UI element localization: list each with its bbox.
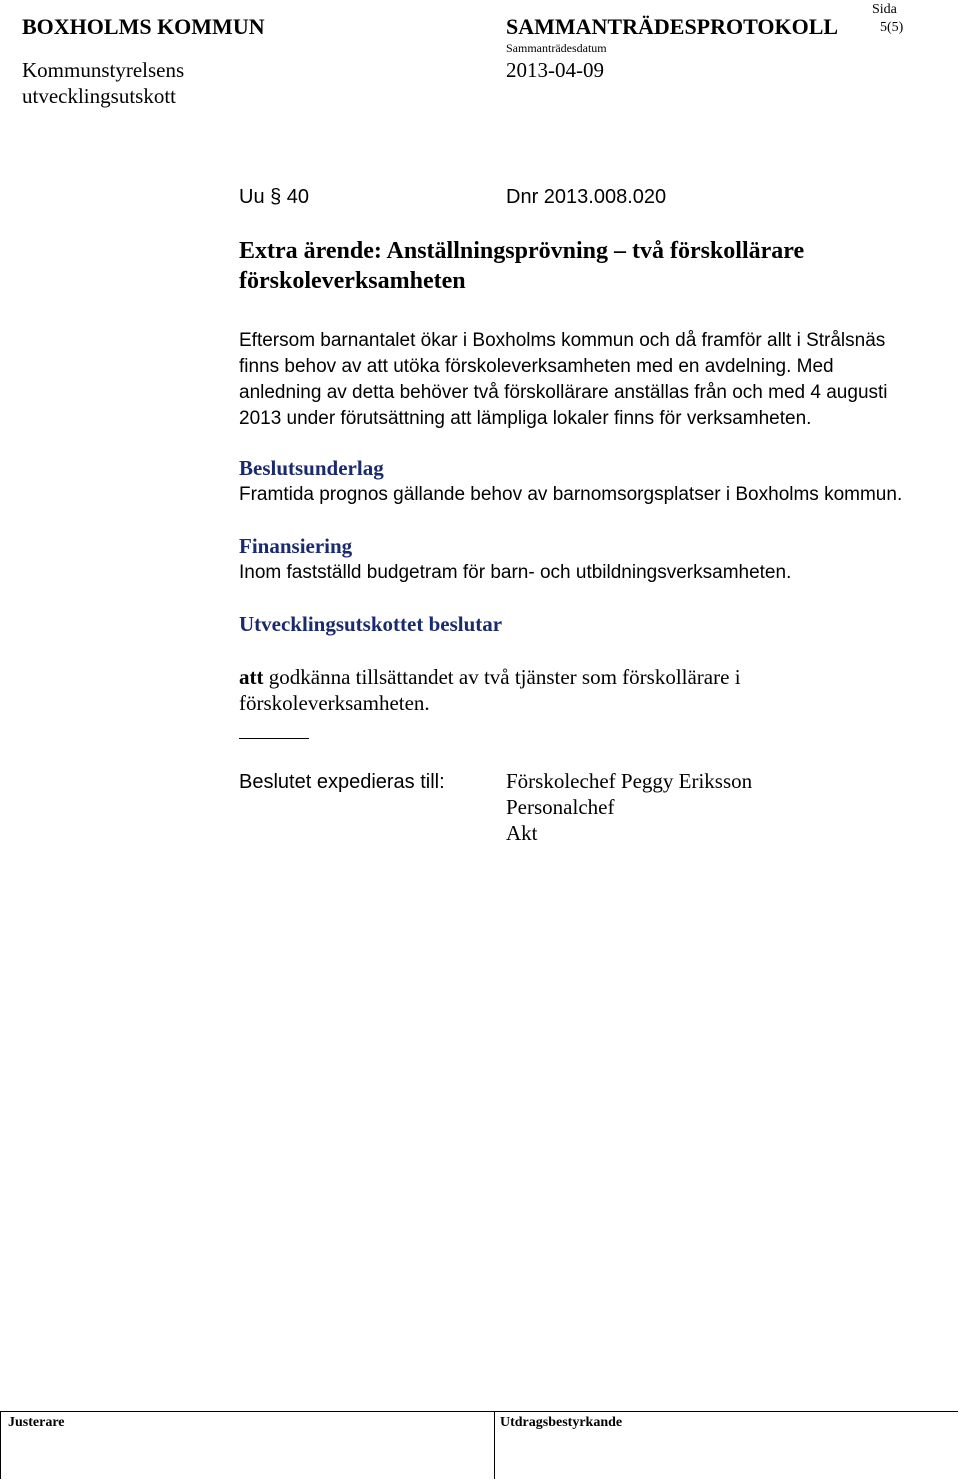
item-title-line1: Extra ärende: Anställningsprövning – två förskollärare <box>239 238 805 264</box>
beslutsunderlag-heading: Beslutsunderlag <box>239 456 384 480</box>
item-body-line1: Eftersom barnantalet ökar i Boxholms kommun och då framför allt i Strålsnäs <box>239 330 886 351</box>
expedition-recipients <box>506 768 752 846</box>
item-body <box>239 328 939 432</box>
finansiering-text: Inom fastställd budgetram för barn- och utbildningsverksamheten. <box>239 562 792 583</box>
beslutsunderlag-text: Framtida prognos gällande behov av barnomsorgsplatser i Boxholms kommun. <box>239 484 903 505</box>
short-divider <box>239 738 309 739</box>
item-body-line3: anledning av detta behöver två förskollärare anställas från och med 4 augusti <box>239 382 888 403</box>
item-body-line2: finns behov av att utöka förskoleverksamheten med en avdelning. Med <box>239 356 834 377</box>
decision-heading: Utvecklingsutskottet beslutar <box>239 612 503 636</box>
decision-att: att <box>239 665 264 689</box>
footer-middle-border <box>494 1411 495 1479</box>
page-number: 5(5) <box>880 20 904 35</box>
recipient-item: Akt <box>506 821 538 845</box>
municipality-name: BOXHOLMS KOMMUN <box>22 14 265 39</box>
item-title-line2: förskoleverksamheten <box>239 268 466 294</box>
decision-line2: förskoleverksamheten. <box>239 691 430 715</box>
paragraph-ref: Uu § 40 <box>239 186 310 208</box>
page-label: Sida <box>872 2 897 17</box>
recipient-item: Förskolechef Peggy Eriksson <box>506 769 753 793</box>
item-body-line4: 2013 under förutsättning att lämpliga lokaler finns för verksamheten. <box>239 408 812 429</box>
document-type: SAMMANTRÄDESPROTOKOLL <box>506 14 839 39</box>
dnr: Dnr 2013.008.020 <box>506 186 667 208</box>
committee-line1: Kommunstyrelsens <box>22 58 185 82</box>
decision-line1-rest: godkänna tillsättandet av två tjänster som förskollärare i <box>263 665 741 689</box>
decision-line1 <box>239 664 939 690</box>
meeting-date-label: Sammanträdesdatum <box>506 41 607 55</box>
decision-text <box>239 664 939 716</box>
justerare-label: Justerare <box>8 1415 65 1430</box>
item-title <box>239 236 939 296</box>
footer-left-border <box>0 1411 1 1479</box>
recipient-item: Personalchef <box>506 795 615 819</box>
finansiering-heading: Finansiering <box>239 534 353 558</box>
utdragsbestyrkande-label: Utdragsbestyrkande <box>500 1415 623 1430</box>
meeting-date: 2013-04-09 <box>506 58 604 82</box>
committee-line2: utvecklingsutskott <box>22 84 176 108</box>
footer-top-rule <box>0 1411 958 1412</box>
expedition-label: Beslutet expedieras till: <box>239 771 445 793</box>
